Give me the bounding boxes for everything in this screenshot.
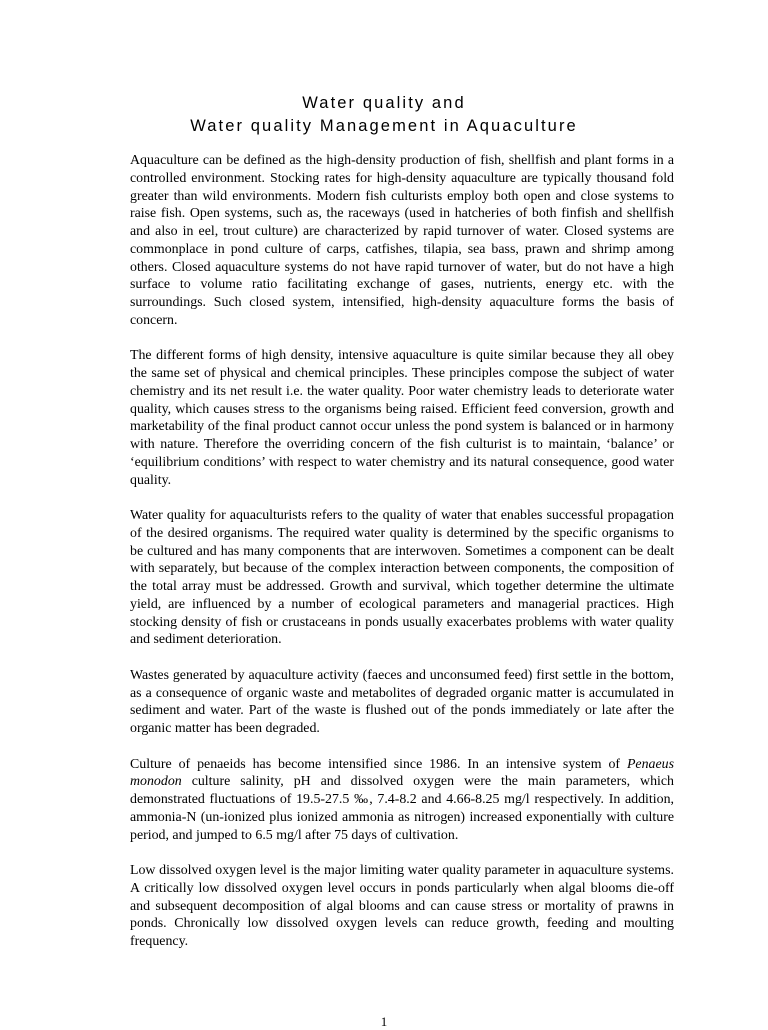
document-body: [130, 152, 674, 969]
penaeids-text-after: culture salinity, pH and dissolved oxygen were the main parameters, which demonstrated fluctuations of 19.5-27.5 ‰, 7.4-8.2 and 4.66-8.25 mg/l respectively. In addition, ammonia-N (un-ionized plus ionized ammonia as nitrogen) increased exponentially with culture period, and jumped to 6.5 mg/l after 75 days of cultivation.: [130, 774, 674, 843]
paragraph-water-quality-definition: Water quality for aquaculturists refers to the quality of water that enables successful propagation of the desired organisms. The required water quality is determined by the specific organisms to be cultured and has many components that are interwoven. Sometimes a component can be dealt with separately, but because of the complex interaction between components, the composition of the total array must be addressed. Growth and survival, which together determine the ultimate yield, are influenced by a number of ecological parameters and managerial practices. High stocking density of fish or crustaceans in ponds usually exacerbates problems with water quality and sediment deterioration.: [130, 508, 674, 648]
page-number: 1: [380, 1014, 388, 1029]
paragraph-wastes: Wastes generated by aquaculture activity (faeces and unconsumed feed) first settle in the bottom, as a consequence of organic waste and metabolites of degraded organic matter is accumulated in sediment and water. Part of the waste is flushed out of the ponds immediately or late after the organic matter has been degraded.: [130, 667, 674, 736]
paragraph-aquaculture-definition: Aquaculture can be defined as the high-density production of fish, shellfish and plant forms in a controlled environment. Stocking rates for high-density aquaculture are typically thousand fold greater than wild environments. Modern fish culturists employ both open and close systems to raise fish. Open systems, such as, the raceways (used in hatcheries of both finfish and shellfish and also in eel, trout culture) are characterized by rapid turnover of water. Closed systems are commonplace in pond culture of carps, catfishes, tilapia, sea bass, prawn and shrimp among others. Closed aquaculture systems do not have rapid turnover of water, but do not have a high surface to volume ratio facilitating exchange of gases, nutrients, energy etc. with the surroundings. Such closed system, intensified, high-density aquaculture forms the basis of concern.: [130, 153, 674, 328]
penaeids-text-before: Culture of penaeids has become intensified since 1986. In an intensive system of: [130, 756, 627, 772]
paragraph-intensive-aquaculture: The different forms of high density, intensive aquaculture is quite similar because they all obey the same set of physical and chemical principles. These principles compose the subject of water chemistry and its net result i.e. the water quality. Poor water chemistry leads to deteriorate water quality, which causes stress to the organisms being raised. Efficient feed conversion, growth and marketability of the final product cannot occur unless the pond system is balanced or in harmony with nature. Therefore the overriding concern of the fish culturist is to maintain, ‘balance’ or ‘equilibrium conditions’ with respect to water chemistry and its natural consequence, good water quality.: [130, 348, 674, 488]
paragraph-dissolved-oxygen: Low dissolved oxygen level is the major limiting water quality parameter in aquaculture systems. A critically low dissolved oxygen level occurs in ponds particularly when algal blooms die-off and subsequent decomposition of algal blooms and can cause stress or mortality of prawns in ponds. Chronically low dissolved oxygen levels can reduce growth, feeding and moulting frequency.: [130, 863, 674, 949]
document-title-line-2: Water quality Management in Aquaculture: [190, 117, 578, 135]
paragraph-penaeids: [130, 756, 674, 845]
species-name: Penaeus monodon: [130, 756, 674, 790]
document-title-line-1: Water quality and: [302, 94, 466, 112]
